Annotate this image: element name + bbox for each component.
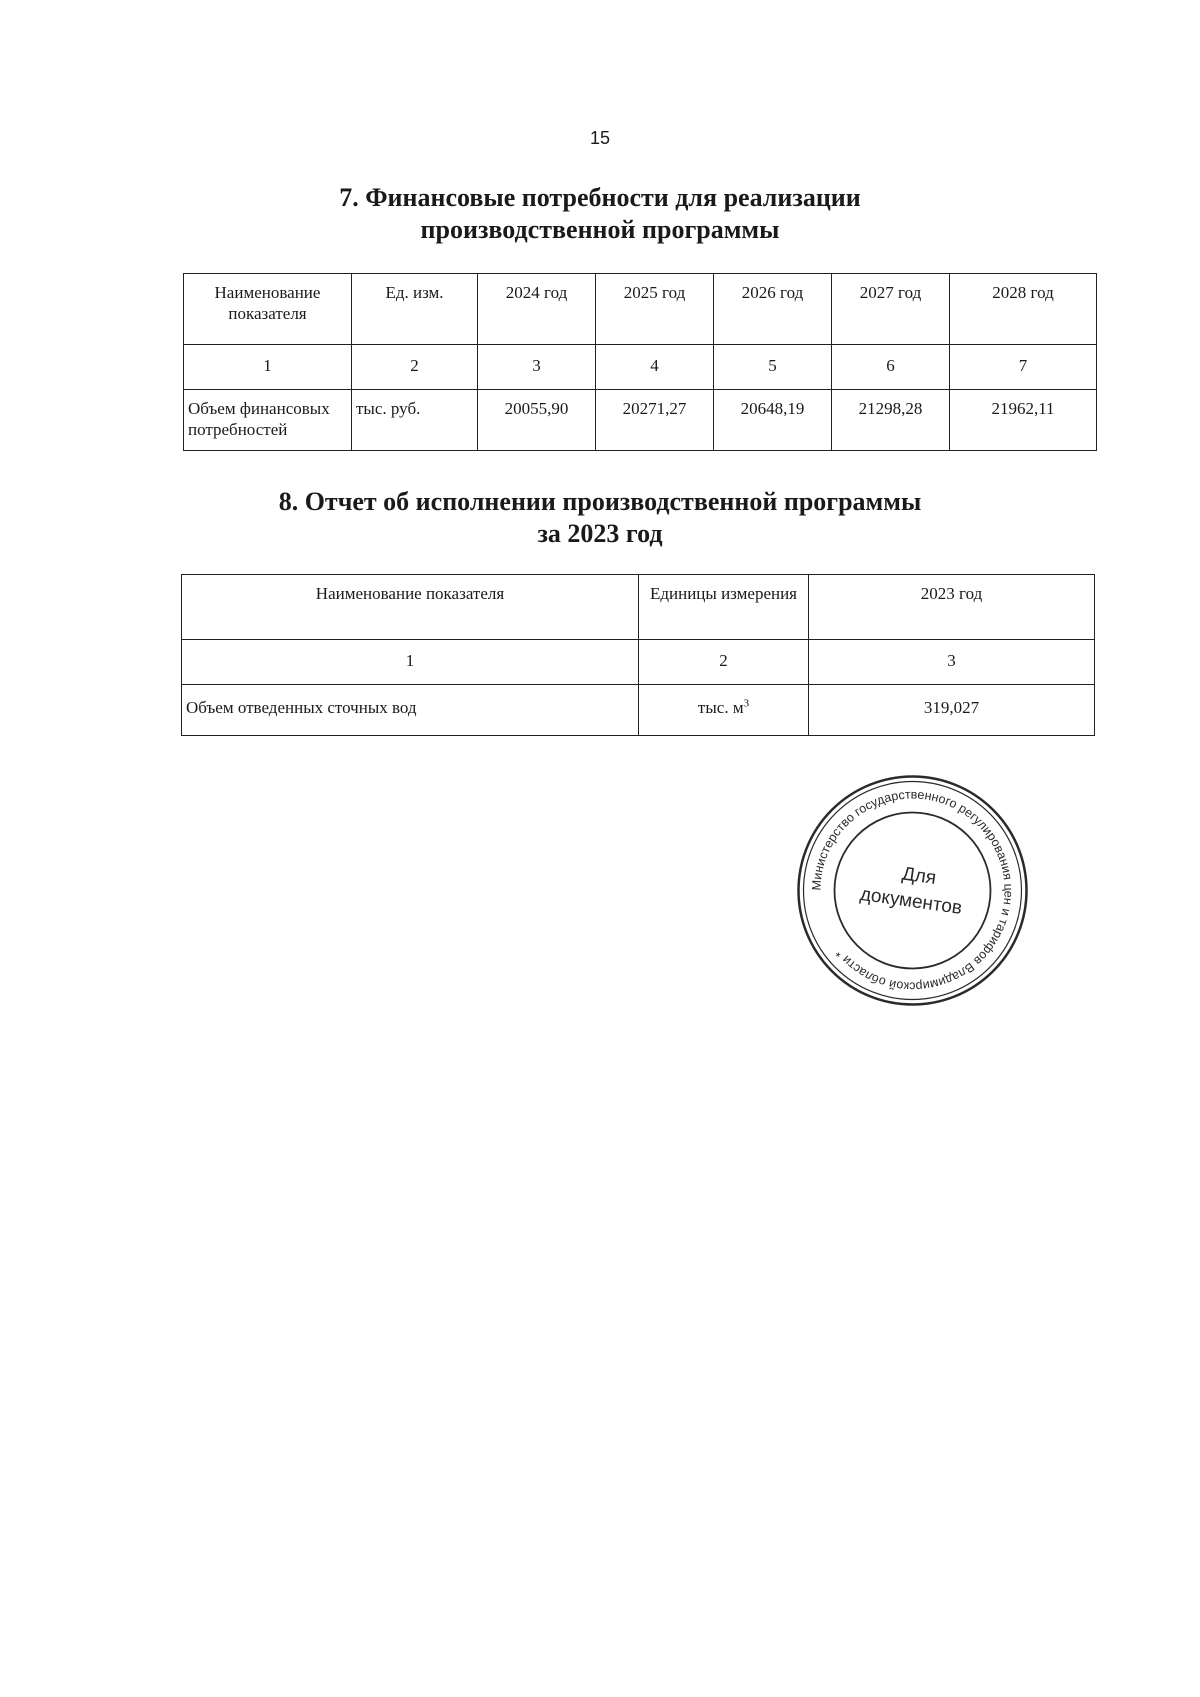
value-cell: 20055,90 [478, 390, 596, 451]
value-cell: 319,027 [809, 685, 1095, 736]
table-row [182, 685, 1095, 736]
column-number: 1 [182, 640, 639, 685]
section-7-title-line-1: 7. Финансовые потребности для реализации [339, 183, 861, 212]
column-number-row [184, 345, 1097, 390]
unit-text: тыс. м [697, 698, 744, 717]
header-cell: 2024 год [478, 274, 596, 345]
column-number: 7 [950, 345, 1097, 390]
value-cell: 21298,28 [832, 390, 950, 451]
program-report-table [181, 574, 1095, 736]
header-cell: 2023 год [809, 575, 1095, 640]
table-header-row [182, 575, 1095, 640]
value-cell: 20648,19 [714, 390, 832, 451]
column-number: 4 [596, 345, 714, 390]
column-number: 3 [809, 640, 1095, 685]
column-number: 2 [639, 640, 809, 685]
stamp-center-line-2: документов [858, 883, 964, 919]
unit-cell [639, 685, 809, 736]
header-cell: Наименование показателя [182, 575, 639, 640]
stamp-center-line-1: Для [900, 863, 938, 890]
unit-superscript: 3 [743, 697, 750, 710]
header-cell: Ед. изм. [352, 274, 478, 345]
section-7-title-line-2: производственной программы [420, 215, 780, 244]
financial-needs-table [183, 273, 1097, 451]
header-cell: 2026 год [714, 274, 832, 345]
stamp-ring-text-path: Министерство государственного регулирования цен и тарифов Владимирской области * [809, 787, 1016, 994]
section-8-title [0, 486, 1200, 550]
official-stamp-icon [795, 773, 1030, 1008]
column-number: 5 [714, 345, 832, 390]
column-number: 2 [352, 345, 478, 390]
header-cell: 2028 год [950, 274, 1097, 345]
section-7-title [0, 182, 1200, 246]
header-cell: Наименование показателя [184, 274, 352, 345]
header-cell: 2025 год [596, 274, 714, 345]
indicator-name: Объем финансовых потребностей [184, 390, 352, 451]
indicator-name: Объем отведенных сточных вод [182, 685, 639, 736]
table-row [184, 390, 1097, 451]
column-number: 6 [832, 345, 950, 390]
unit-cell: тыс. руб. [352, 390, 478, 451]
column-number-row [182, 640, 1095, 685]
page-number: 15 [589, 128, 611, 148]
value-cell: 21962,11 [950, 390, 1097, 451]
table-header-row [184, 274, 1097, 345]
column-number: 3 [478, 345, 596, 390]
header-cell: Единицы измерения [639, 575, 809, 640]
header-cell: 2027 год [832, 274, 950, 345]
section-8-title-line-1: 8. Отчет об исполнении производственной программы [278, 487, 922, 516]
value-cell: 20271,27 [596, 390, 714, 451]
section-8-title-line-2: за 2023 год [537, 519, 663, 548]
column-number: 1 [184, 345, 352, 390]
